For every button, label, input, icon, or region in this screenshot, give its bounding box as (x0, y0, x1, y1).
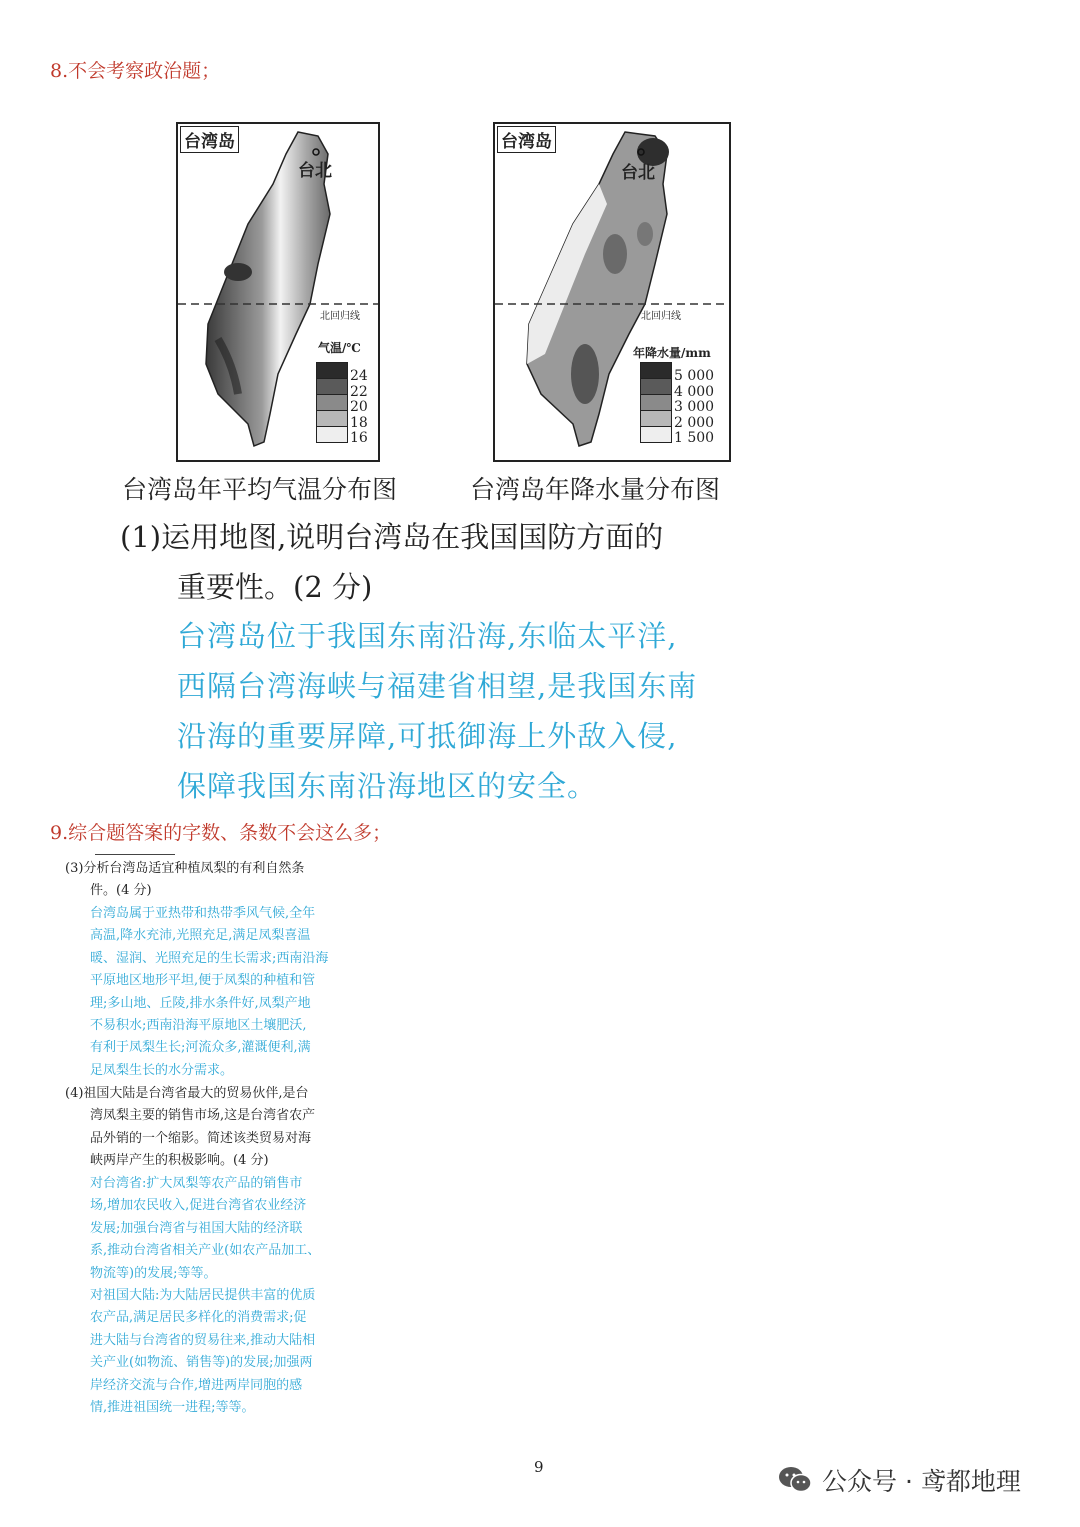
legend-swatch (640, 426, 672, 443)
answer-3 (90, 903, 328, 1082)
answer-4-line: 发展;加强台湾省与祖国大陆的经济联 (90, 1220, 303, 1236)
legend-swatch (640, 410, 672, 426)
wechat-icon (778, 1466, 812, 1494)
footer-watermark (778, 1462, 1021, 1498)
tropic-label: 北回归线 (641, 311, 681, 322)
question-1-line-1: (1)运用地图,说明台湾岛在我国国防方面的 (120, 520, 664, 554)
answer-3-line: 高温,降水充沛,光照充足,满足凤梨喜温 (90, 928, 311, 944)
legend-value: 1 500 (674, 430, 715, 447)
question-4 (65, 1083, 315, 1173)
footer-label: 公众号 · 鸢都地理 (822, 1467, 1021, 1496)
heading-point-8: 8.不会考察政治题； (50, 60, 221, 82)
legend-value: 4 000 (674, 383, 715, 400)
temperature-legend (316, 362, 348, 443)
answer-4-line: 进大陆与台湾省的贸易往来,推动大陆相 (90, 1332, 316, 1348)
answer-3-line: 台湾岛属于亚热带和热带季风气候,全年 (90, 906, 316, 921)
tropic-label: 北回归线 (320, 311, 360, 322)
answer-1-line: 沿海的重要屏障,可抵御海上外敌入侵, (177, 719, 678, 753)
answer-4 (90, 1173, 320, 1419)
answer-4-line: 场,增加农民收入,促进台湾省农业经济 (90, 1198, 307, 1214)
question-4-line: 品外销的一个缩影。简述该类贸易对海 (90, 1130, 312, 1146)
answer-4-line: 对祖国大陆:为大陆居民提供丰富的优质 (90, 1288, 316, 1304)
question-3-line: 件。(4 分) (90, 883, 152, 898)
answer-1-line: 台湾岛位于我国东南沿海,东临太平洋, (177, 619, 678, 653)
legend-value: 5 000 (674, 368, 715, 384)
answer-1-line: 西隔台湾海峡与福建省相望,是我国东南 (177, 669, 698, 703)
answer-4-line: 关产业(如物流、销售等)的发展;加强两 (90, 1355, 313, 1371)
legend-swatch (316, 378, 348, 394)
legend-title: 年降水量/mm (633, 346, 711, 360)
question-4-line: (4)祖国大陆是台湾省最大的贸易伙伴,是台 (65, 1086, 309, 1101)
heading-point-9: 9.综合题答案的字数、条数不会这么多； (50, 822, 392, 844)
question-4-line: 湾凤梨主要的销售市场,这是台湾省农产 (90, 1108, 316, 1124)
legend-value: 24 (350, 368, 368, 384)
city-label-taipei: 台北 (621, 163, 655, 183)
temperature-map-caption: 台湾岛年平均气温分布图 (122, 475, 398, 504)
question-4-line: 峡两岸产生的积极影响。(4 分) (90, 1153, 269, 1169)
map-box-label: 台湾岛 (180, 126, 239, 153)
answer-3-line: 不易积水;西南沿海平原地区土壤肥沃, (90, 1018, 307, 1034)
legend-swatch (316, 362, 348, 378)
question-1-line-2: 重要性。(2 分) (177, 570, 373, 604)
temperature-map (176, 122, 380, 462)
answer-3-line: 平原地区地形平坦,便于凤梨的种植和管 (90, 973, 316, 989)
legend-value: 16 (350, 430, 368, 447)
taiwan-temperature-shape (178, 124, 378, 460)
answer-4-line: 系,推动台湾省相关产业(如农产品加工、 (90, 1243, 321, 1259)
city-label-taipei: 台北 (298, 161, 332, 181)
precipitation-map (493, 122, 731, 462)
legend-swatch (640, 362, 672, 378)
answer-4-line: 对台湾省:扩大凤梨等农产品的销售市 (90, 1176, 303, 1191)
legend-swatch (316, 410, 348, 426)
legend-swatch (640, 378, 672, 394)
answer-3-line: 暖、湿润、光照充足的生长需求;西南沿海 (90, 950, 329, 966)
legend-value: 3 000 (674, 399, 715, 416)
precipitation-map-caption: 台湾岛年降水量分布图 (470, 475, 721, 504)
answer-4-line: 情,推进祖国统一进程;等等。 (90, 1400, 255, 1416)
answer-4-line: 农产品,满足居民多样化的消费需求;促 (90, 1310, 307, 1326)
answer-4-line: 岸经济交流与合作,增进两岸同胞的感 (90, 1377, 303, 1393)
legend-value: 20 (350, 399, 368, 416)
answer-3-line: 理;多山地、丘陵,排水条件好,凤梨产地 (90, 995, 311, 1011)
divider (95, 854, 175, 855)
precipitation-legend (640, 362, 672, 443)
legend-value: 22 (350, 383, 368, 400)
temperature-legend-values (350, 369, 368, 447)
legend-value: 2 000 (674, 414, 715, 431)
answer-4-line: 物流等)的发展;等等。 (90, 1265, 217, 1281)
map-box-label: 台湾岛 (497, 126, 556, 153)
precipitation-legend-values (674, 369, 714, 447)
answer-3-line: 足凤梨生长的水分需求。 (90, 1062, 234, 1078)
answer-3-line: 有利于凤梨生长;河流众多,灌溉便利,满 (90, 1040, 311, 1056)
legend-title: 气温/℃ (318, 341, 361, 355)
legend-value: 18 (350, 414, 368, 431)
legend-swatch (316, 426, 348, 443)
legend-swatch (640, 394, 672, 410)
question-3-line: (3)分析台湾岛适宜种植凤梨的有利自然条 (65, 861, 305, 876)
page-number: 9 (534, 1458, 544, 1476)
answer-1-line: 保障我国东南沿海地区的安全。 (177, 769, 598, 803)
legend-swatch (316, 394, 348, 410)
